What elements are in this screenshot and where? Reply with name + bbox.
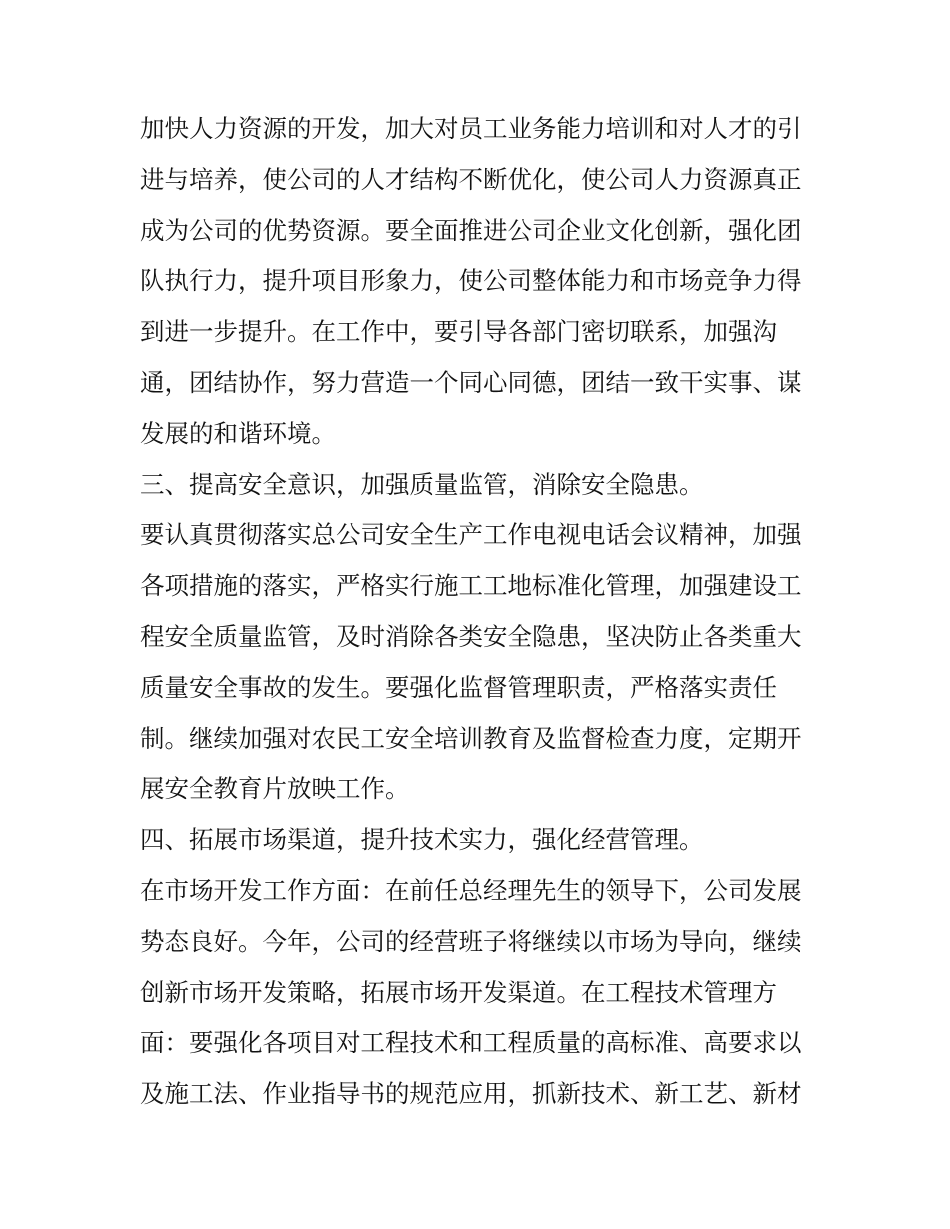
text-line: 要认真贯彻落实总公司安全生产工作电视电话会议精神，加强 [140, 520, 802, 550]
text-line: 程安全质量监管，及时消除各类安全隐患，坚决防止各类重大 [140, 621, 802, 651]
text-line: 面：要强化各项目对工程技术和工程质量的高标准、高要求以 [140, 1028, 802, 1058]
text-line: 及施工法、作业指导书的规范应用，抓新技术、新工艺、新材 [140, 1079, 802, 1109]
section-heading-3: 三、提高安全意识，加强质量监管，消除安全隐患。 [140, 469, 704, 499]
text-line: 进与培养，使公司的人才结构不断优化，使公司人力资源真正 [140, 164, 802, 194]
text-line: 成为公司的优势资源。要全面推进公司企业文化创新，强化团 [140, 215, 802, 245]
text-line: 在市场开发工作方面：在前任总经理先生的领导下，公司发展 [140, 875, 802, 905]
text-line: 质量安全事故的发生。要强化监督管理职责，严格落实责任 [140, 672, 777, 702]
document-body [140, 104, 840, 1120]
text-line: 创新市场开发策略，拓展市场开发渠道。在工程技术管理方 [140, 977, 777, 1007]
section-heading-4: 四、拓展市场渠道，提升技术实力，强化经营管理。 [140, 825, 704, 855]
text-line: 各项措施的落实，严格实行施工工地标准化管理，加强建设工 [140, 571, 802, 601]
text-line: 到进一步提升。在工作中，要引导各部门密切联系，加强沟 [140, 317, 777, 347]
text-line: 通，团结协作，努力营造一个同心同德，团结一致干实事、谋 [140, 367, 802, 397]
text-line: 展安全教育片放映工作。 [140, 774, 410, 804]
text-line: 势态良好。今年，公司的经营班子将继续以市场为导向，继续 [140, 926, 802, 956]
text-line: 制。继续加强对农民工安全培训教育及监督检查力度，定期开 [140, 723, 802, 753]
text-line: 发展的和谐环境。 [140, 418, 336, 448]
text-line: 队执行力，提升项目形象力，使公司整体能力和市场竞争力得 [140, 266, 802, 296]
text-line: 加快人力资源的开发，加大对员工业务能力培训和对人才的引 [140, 114, 802, 143]
